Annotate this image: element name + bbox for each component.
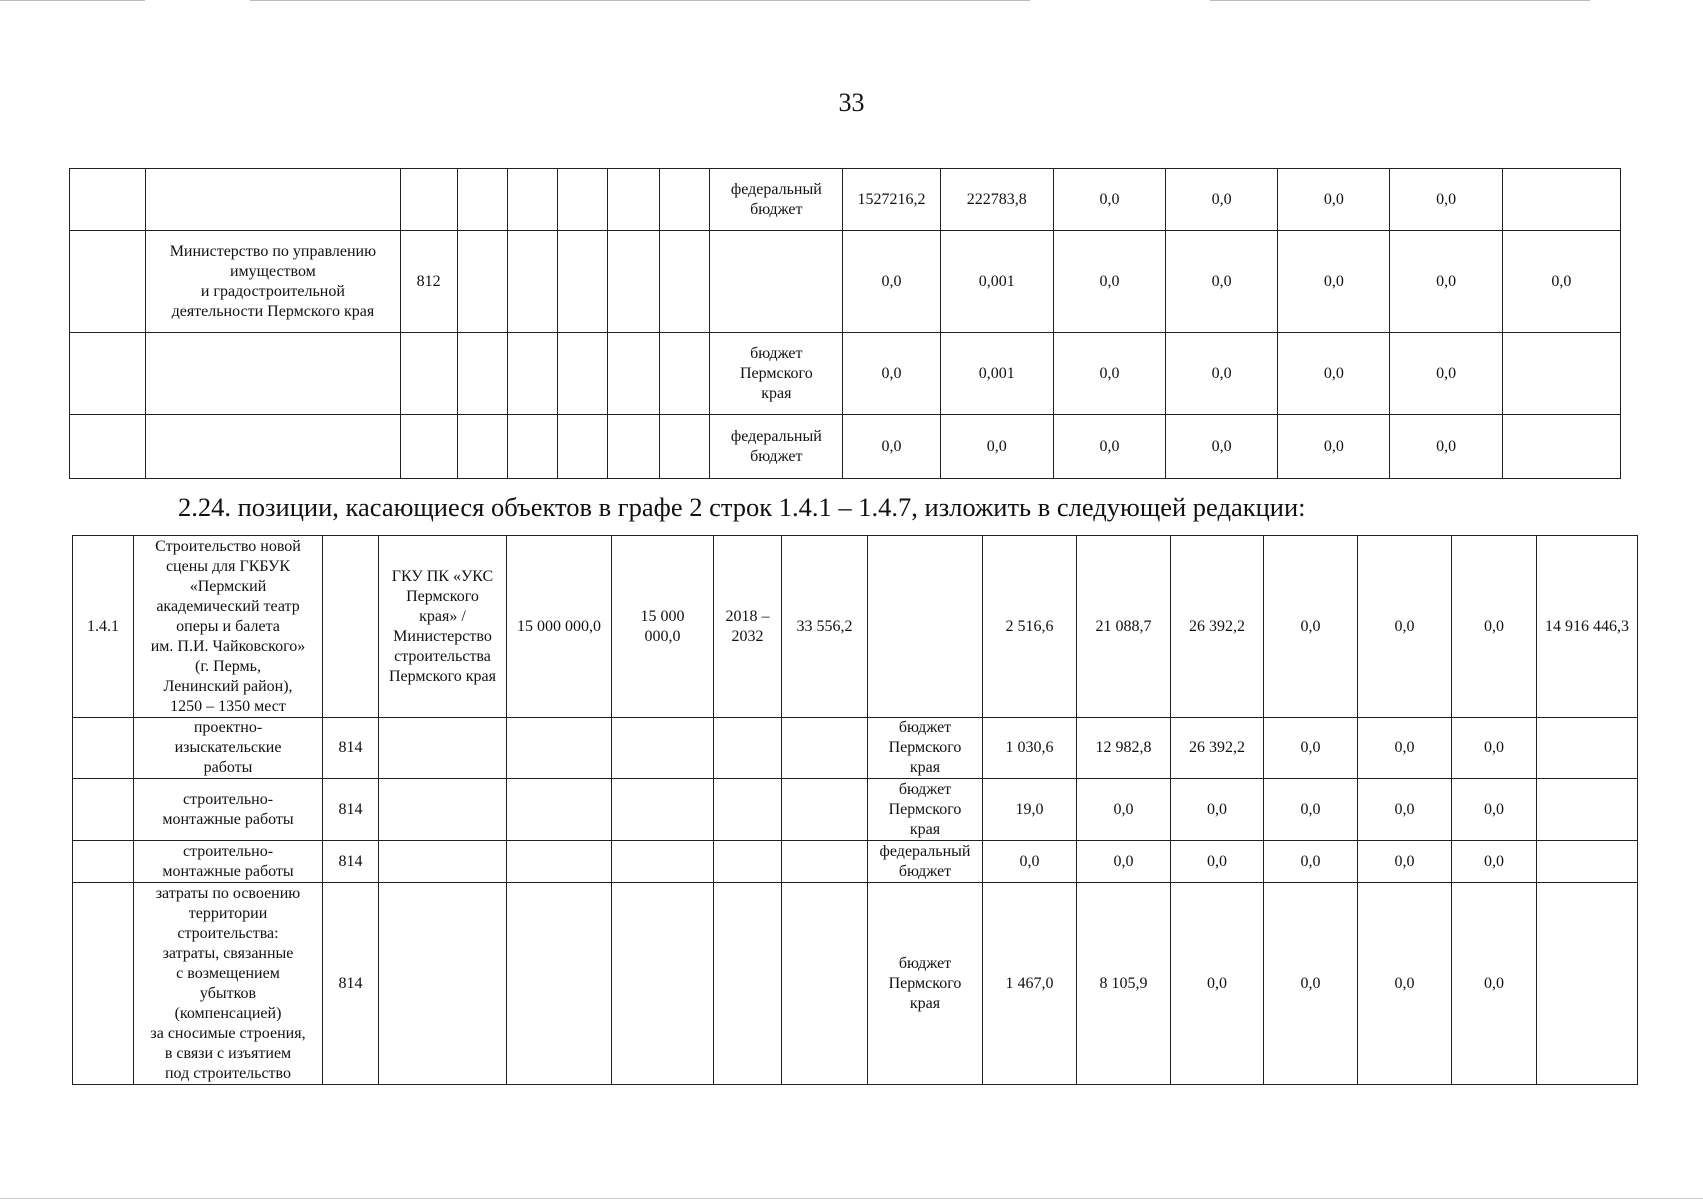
table-cell (323, 536, 379, 718)
table-cell: 19,0 (983, 779, 1077, 841)
table-cell: 33 556,2 (782, 536, 868, 718)
table-cell: 0,0 (1166, 169, 1278, 231)
table-cell: 15 000 000,0 (612, 536, 714, 718)
table-cell (612, 779, 714, 841)
table-cell (73, 883, 134, 1085)
table-cell (1502, 169, 1620, 231)
table-row (73, 841, 1638, 883)
table-cell (714, 718, 782, 779)
table-cell (782, 718, 868, 779)
table-cell (146, 169, 400, 231)
table-cell: затраты по освоению территории строительства: затраты, связанные с возмещением убытков (компенсацией) за сносимые строения, в связи с изъятием под строительство (134, 883, 323, 1085)
table-cell: 0,0 (1452, 779, 1537, 841)
table-cell: 0,0 (1264, 841, 1358, 883)
table-cell: 21 088,7 (1077, 536, 1171, 718)
table-cell (1537, 883, 1638, 1085)
table-cell (400, 169, 457, 231)
table-cell (507, 415, 557, 479)
table-cell: проектно- изыскательские работы (134, 718, 323, 779)
table-cell: 2018 – 2032 (714, 536, 782, 718)
table-cell: 2 516,6 (983, 536, 1077, 718)
table-cell (379, 718, 507, 779)
table-cell (710, 231, 843, 333)
table-cell: 0,0 (1053, 169, 1165, 231)
table-cell (73, 841, 134, 883)
table-cell: 26 392,2 (1171, 718, 1264, 779)
table-cell: строительно- монтажные работы (134, 779, 323, 841)
table-row (70, 415, 1621, 479)
table-cell (1537, 841, 1638, 883)
table-cell (557, 415, 607, 479)
table-row (73, 883, 1638, 1085)
objects-table (72, 535, 1638, 1085)
table-cell: 0,0 (1452, 883, 1537, 1085)
table-cell: Строительство новой сцены для ГКБУК «Пермский академический театр оперы и балета им. П.И. Чайковского» (г. Пермь, Ленинский район), 1250 – 1350 мест (134, 536, 323, 718)
table-cell (608, 231, 660, 333)
table-cell: федеральный бюджет (868, 841, 983, 883)
table-cell: ГКУ ПК «УКС Пермского края» / Министерство строительства Пермского края (379, 536, 507, 718)
table-cell: 26 392,2 (1171, 536, 1264, 718)
table-cell: федеральный бюджет (710, 169, 843, 231)
table-cell (608, 169, 660, 231)
table-cell: 0,0 (1502, 231, 1620, 333)
table-cell: 0,0 (1452, 536, 1537, 718)
table-cell: 8 105,9 (1077, 883, 1171, 1085)
table-cell (379, 779, 507, 841)
table-cell (507, 841, 612, 883)
table-cell (608, 415, 660, 479)
table-cell: 0,0 (1171, 883, 1264, 1085)
table-cell: 814 (323, 718, 379, 779)
table-cell: 0,0 (1053, 415, 1165, 479)
page-number: 33 (838, 88, 865, 117)
table-cell: 0,001 (940, 333, 1053, 415)
table-cell (146, 415, 400, 479)
table-cell (507, 779, 612, 841)
table-cell: 1 030,6 (983, 718, 1077, 779)
scan-artifact-line (1210, 0, 1590, 1)
table-cell: 0,0 (1278, 231, 1390, 333)
table-cell: бюджет Пермского края (710, 333, 843, 415)
table-cell: 0,0 (1264, 779, 1358, 841)
table-cell: 0,0 (1390, 333, 1502, 415)
table-cell: 0,0 (1171, 779, 1264, 841)
table-cell: 0,0 (1077, 779, 1171, 841)
table-row (73, 718, 1638, 779)
table-cell (73, 779, 134, 841)
table-cell (507, 718, 612, 779)
table-cell (457, 231, 507, 333)
table-cell (507, 883, 612, 1085)
table-cell: 814 (323, 841, 379, 883)
table-cell: 0,0 (1452, 718, 1537, 779)
table-cell: 0,0 (983, 841, 1077, 883)
table-cell: 0,0 (1053, 333, 1165, 415)
table-cell: 0,0 (1077, 841, 1171, 883)
table-cell: 12 982,8 (1077, 718, 1171, 779)
table-cell (70, 415, 146, 479)
table-cell: 0,0 (1358, 841, 1452, 883)
table-row (70, 169, 1621, 231)
table-cell: федеральный бюджет (710, 415, 843, 479)
table-cell (73, 718, 134, 779)
table-cell: 0,0 (1264, 883, 1358, 1085)
table-cell (457, 169, 507, 231)
table-cell: 1 467,0 (983, 883, 1077, 1085)
table-cell (1502, 415, 1620, 479)
table-cell (612, 718, 714, 779)
table-cell (400, 415, 457, 479)
budget-table-continued (69, 168, 1621, 479)
table-cell (507, 231, 557, 333)
table-row (73, 536, 1638, 718)
table-cell (714, 779, 782, 841)
table-cell (70, 169, 146, 231)
table-cell: 0,0 (843, 415, 940, 479)
table-cell (507, 169, 557, 231)
table-cell: 0,0 (1166, 415, 1278, 479)
table-cell (557, 231, 607, 333)
table-cell: 0,0 (1358, 883, 1452, 1085)
table-cell: 0,0 (1358, 779, 1452, 841)
table-cell (70, 231, 146, 333)
table-cell: 0,0 (1264, 536, 1358, 718)
table-cell: 812 (400, 231, 457, 333)
table-cell (457, 415, 507, 479)
table-row (70, 231, 1621, 333)
table-cell (782, 883, 868, 1085)
table-cell: 0,0 (940, 415, 1053, 479)
table-cell (782, 841, 868, 883)
scan-artifact-line (250, 0, 1030, 1)
table-cell (457, 333, 507, 415)
table-cell: Министерство по управлению имуществом и градостроительной деятельности Пермского края (146, 231, 400, 333)
table-cell (714, 883, 782, 1085)
table-cell (612, 883, 714, 1085)
table-cell: 0,0 (1358, 536, 1452, 718)
table-cell: 0,0 (1166, 333, 1278, 415)
table-cell: 0,0 (1452, 841, 1537, 883)
section-heading: 2.24. позиции, касающиеся объектов в графе 2 строк 1.4.1 – 1.4.7, изложить в следующей редакции: (178, 492, 1306, 522)
table-cell: бюджет Пермского края (868, 718, 983, 779)
table-cell: 0,0 (1390, 415, 1502, 479)
table-row (70, 333, 1621, 415)
table-cell: 0,001 (940, 231, 1053, 333)
table-cell (146, 333, 400, 415)
table-cell (379, 841, 507, 883)
table-cell: 0,0 (1390, 231, 1502, 333)
table-cell: 814 (323, 779, 379, 841)
table-cell (400, 333, 457, 415)
table-cell: 0,0 (1390, 169, 1502, 231)
table-cell (782, 779, 868, 841)
table-cell: 0,0 (1358, 718, 1452, 779)
table-cell: 1.4.1 (73, 536, 134, 718)
table-cell: 0,0 (843, 333, 940, 415)
table-cell: 0,0 (1278, 169, 1390, 231)
table-cell: строительно- монтажные работы (134, 841, 323, 883)
table-cell: 14 916 446,3 (1537, 536, 1638, 718)
table-cell (507, 333, 557, 415)
table-cell (1537, 779, 1638, 841)
table-cell: 222783,8 (940, 169, 1053, 231)
table-cell: 0,0 (1166, 231, 1278, 333)
table-cell (1502, 333, 1620, 415)
table-cell: 814 (323, 883, 379, 1085)
table-cell: 0,0 (1278, 415, 1390, 479)
table-cell: 1527216,2 (843, 169, 940, 231)
table-cell (714, 841, 782, 883)
table-row (73, 779, 1638, 841)
scan-artifact-line (0, 1198, 1703, 1199)
table-cell (868, 536, 983, 718)
table-cell (608, 333, 660, 415)
table-cell (660, 169, 710, 231)
table-cell: 0,0 (1171, 841, 1264, 883)
table-cell (557, 169, 607, 231)
table-cell: 0,0 (1278, 333, 1390, 415)
table-cell: 0,0 (1053, 231, 1165, 333)
table-cell (379, 883, 507, 1085)
table-cell: бюджет Пермского края (868, 883, 983, 1085)
scan-artifact-line (0, 0, 145, 1)
table-cell (70, 333, 146, 415)
table-cell (557, 333, 607, 415)
table-cell (660, 231, 710, 333)
table-cell (612, 841, 714, 883)
table-cell: бюджет Пермского края (868, 779, 983, 841)
table-cell: 0,0 (843, 231, 940, 333)
table-cell (1537, 718, 1638, 779)
table-cell (660, 415, 710, 479)
table-cell: 0,0 (1264, 718, 1358, 779)
table-cell: 15 000 000,0 (507, 536, 612, 718)
table-cell (660, 333, 710, 415)
